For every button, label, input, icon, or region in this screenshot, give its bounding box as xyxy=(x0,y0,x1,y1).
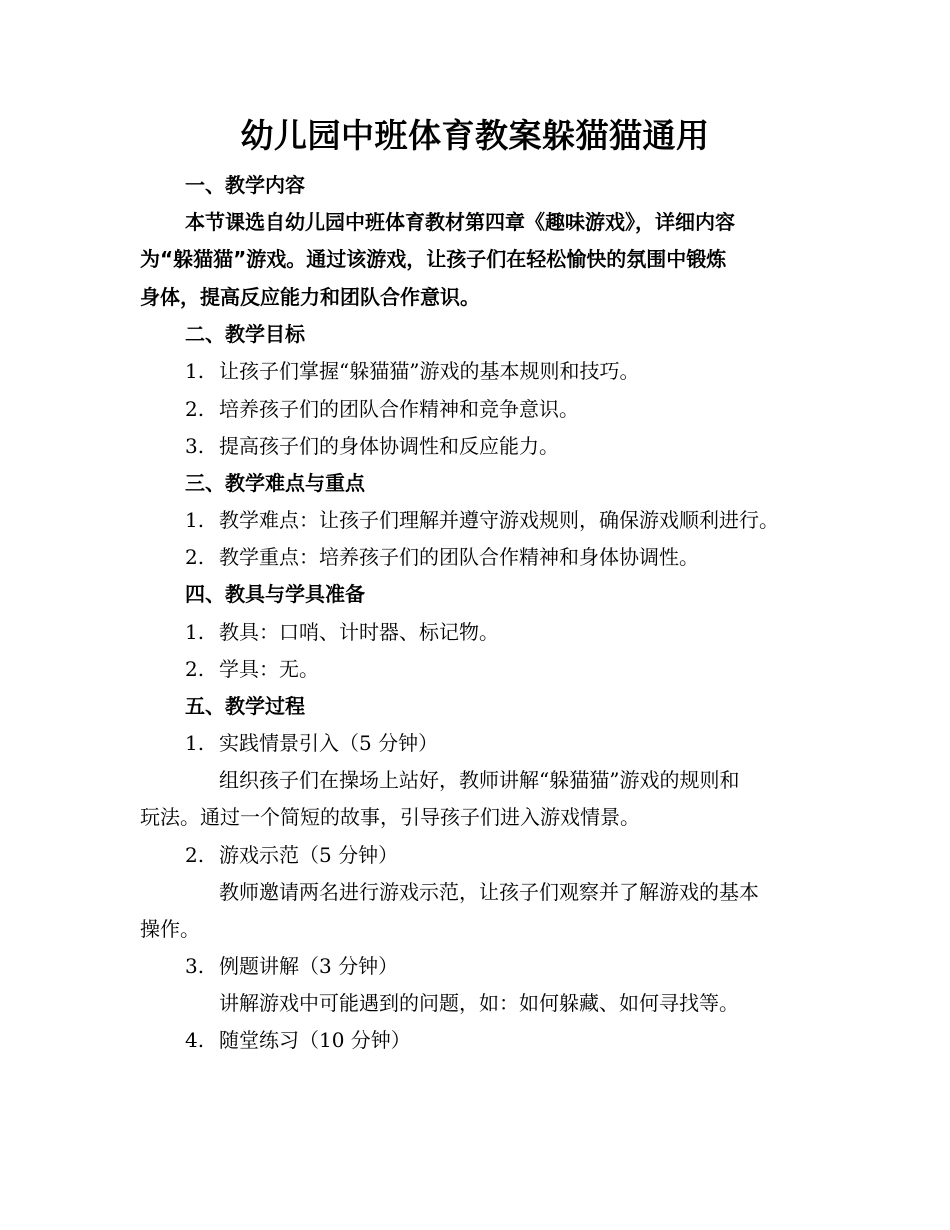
section-heading-objectives: 二、教学目标 xyxy=(185,322,305,346)
step-description-line: 教师邀请两名进行游戏示范，让孩子们观察并了解游戏的基本 xyxy=(219,880,759,904)
list-item-number: 1. xyxy=(185,359,205,383)
list-item-text: 教具：口哨、计时器、标记物。 xyxy=(219,620,499,644)
step-number: 4. xyxy=(185,1028,205,1052)
list-item xyxy=(185,618,885,646)
step-description-line: 操作。 xyxy=(140,917,200,941)
list-item xyxy=(185,506,885,534)
list-item-text: 学具：无。 xyxy=(219,657,319,681)
step-number: 3. xyxy=(185,954,205,978)
section-heading-process: 五、教学过程 xyxy=(185,694,305,718)
list-item-number: 1. xyxy=(185,508,205,532)
section-heading-materials: 四、教具与学具准备 xyxy=(185,582,365,606)
step-title-text: 实践情景引入（5 分钟） xyxy=(219,731,439,755)
step-description-line: 组织孩子们在操场上站好，教师讲解“躲猫猫”游戏的规则和 xyxy=(219,768,740,792)
list-item xyxy=(185,655,885,683)
list-item-number: 2. xyxy=(185,397,205,421)
section-heading-key-points: 三、教学难点与重点 xyxy=(185,471,365,495)
list-item xyxy=(185,357,885,385)
step-description-line: 玩法。通过一个简短的故事，引导孩子们进入游戏情景。 xyxy=(140,805,640,829)
step-title xyxy=(185,952,885,980)
list-item xyxy=(185,432,885,460)
step-number: 2. xyxy=(185,843,205,867)
list-item-number: 2. xyxy=(185,545,205,569)
step-number: 1. xyxy=(185,731,205,755)
step-title-text: 游戏示范（5 分钟） xyxy=(219,843,399,867)
list-item-number: 1. xyxy=(185,620,205,644)
paragraph-line: 为“躲猫猫”游戏。通过该游戏，让孩子们在轻松愉快的氛围中锻炼 xyxy=(140,247,727,271)
list-item-text: 教学重点：培养孩子们的团队合作精神和身体协调性。 xyxy=(219,545,699,569)
list-item xyxy=(185,395,885,423)
step-title xyxy=(185,841,885,869)
list-item-text: 教学难点：让孩子们理解并遵守游戏规则，确保游戏顺利进行。 xyxy=(219,508,779,532)
section-heading-content: 一、教学内容 xyxy=(185,173,305,197)
list-item-text: 让孩子们掌握“躲猫猫”游戏的基本规则和技巧。 xyxy=(219,359,640,383)
paragraph-line: 身体，提高反应能力和团队合作意识。 xyxy=(140,285,480,309)
list-item-number: 3. xyxy=(185,434,205,458)
step-description-line: 讲解游戏中可能遇到的问题，如：如何躲藏、如何寻找等。 xyxy=(219,991,739,1015)
paragraph-line: 本节课选自幼儿园中班体育教材第四章《趣味游戏》，详细内容 xyxy=(185,210,735,234)
list-item-text: 提高孩子们的身体协调性和反应能力。 xyxy=(219,434,559,458)
step-title-text: 随堂练习（10 分钟） xyxy=(219,1028,411,1052)
document-title: 幼儿园中班体育教案躲猫猫通用 xyxy=(240,116,710,155)
list-item xyxy=(185,543,885,571)
step-title-text: 例题讲解（3 分钟） xyxy=(219,954,399,978)
step-title xyxy=(185,729,885,757)
list-item-number: 2. xyxy=(185,657,205,681)
list-item-text: 培养孩子们的团队合作精神和竞争意识。 xyxy=(219,397,579,421)
step-title xyxy=(185,1026,885,1054)
